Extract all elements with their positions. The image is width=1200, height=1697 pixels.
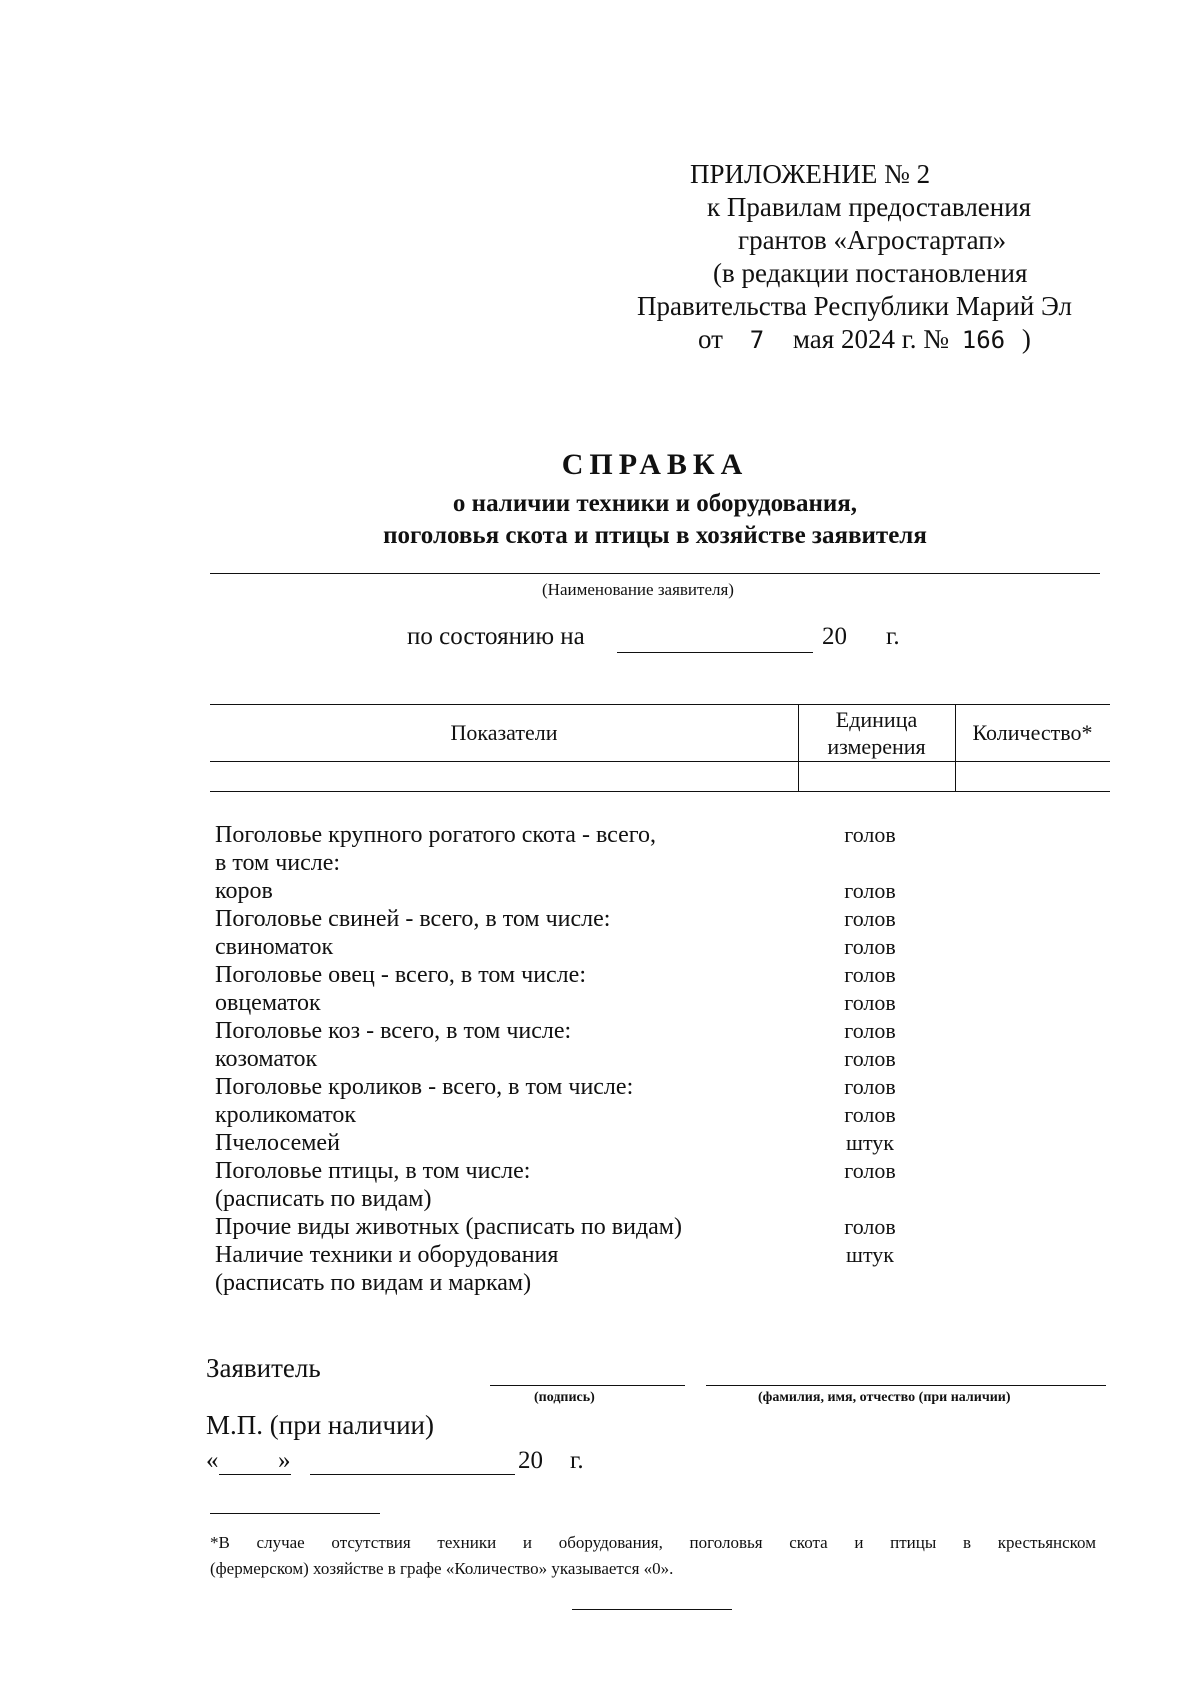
- footnote-separator: [210, 1513, 380, 1514]
- table-row-unit: голов: [844, 1074, 896, 1099]
- table-row-label: Поголовье овец - всего, в том числе:: [215, 962, 586, 988]
- table-row-label: Поголовье крупного рогатого скота - всего,: [215, 822, 656, 848]
- signature-caption: (подпись): [534, 1390, 595, 1405]
- state-year-suffix: г.: [886, 623, 900, 650]
- footnote-line2: (фермерском) хозяйстве в графе «Количество» указывается «0».: [210, 1559, 674, 1578]
- appendix-date-line: [698, 323, 1031, 357]
- date-prefix: от: [698, 324, 723, 354]
- date-close-quote: »: [278, 1447, 291, 1474]
- full-name-line[interactable]: [706, 1385, 1106, 1386]
- signature-line[interactable]: [490, 1385, 685, 1386]
- document-subtitle-line1: о наличии техники и оборудования,: [452, 490, 858, 517]
- header-unit-line1: Единица: [835, 707, 918, 732]
- table-row-label: Наличие техники и оборудования: [215, 1242, 559, 1268]
- header-indicators: Показатели: [450, 720, 558, 745]
- document-subtitle-line2: поголовья скота и птицы в хозяйстве заявителя: [383, 522, 927, 549]
- applicant-label: Заявитель: [206, 1353, 321, 1383]
- table-row-unit: голов: [844, 822, 896, 847]
- appendix-number: ПРИЛОЖЕНИЕ № 2: [690, 159, 931, 189]
- date-day: 7: [749, 326, 765, 354]
- sign-date-year-suffix: г.: [570, 1447, 584, 1474]
- table-row-unit: голов: [844, 878, 896, 903]
- table-row-label: (расписать по видам и маркам): [215, 1270, 532, 1296]
- table-row-label: козоматок: [215, 1046, 318, 1072]
- table-row-label: в том числе:: [215, 850, 341, 876]
- state-year: 20: [822, 623, 847, 650]
- table-row-label: Поголовье свиней - всего, в том числе:: [215, 906, 611, 932]
- table-row-unit: голов: [844, 962, 896, 987]
- header-quantity: Количество*: [972, 720, 1093, 745]
- table-row-unit: голов: [844, 906, 896, 931]
- table-row-label: Прочие виды животных (расписать по видам): [215, 1214, 682, 1240]
- footnote-text: [210, 1530, 1096, 1582]
- header-unit-line2: измерения: [827, 734, 926, 759]
- document-title: СПРАВКА: [561, 448, 749, 481]
- table-row-label: коров: [215, 878, 273, 904]
- table-row-label: овцематок: [215, 990, 321, 1016]
- appendix-grants-ref: грантов «Агростартап»: [738, 225, 1007, 255]
- table-row-unit: голов: [844, 934, 896, 959]
- applicant-caption: (Наименование заявителя): [542, 580, 734, 599]
- table-row-unit: штук: [846, 1130, 894, 1155]
- table-row-unit: штук: [846, 1242, 894, 1267]
- table-row-label: Поголовье коз - всего, в том числе:: [215, 1018, 572, 1044]
- date-number: 166: [961, 326, 1006, 354]
- table-header-bottom-border: [210, 761, 1110, 762]
- table-top-border: [210, 704, 1110, 705]
- date-open-quote: «: [206, 1447, 219, 1474]
- table-row-label: Поголовье птицы, в том числе:: [215, 1158, 531, 1184]
- sign-date-year: 20: [518, 1447, 543, 1474]
- applicant-name-line: [210, 573, 1100, 574]
- state-prefix: по состоянию на: [407, 623, 585, 650]
- date-middle: мая 2024 г. №: [792, 324, 949, 354]
- table-empty-row-bottom-border: [210, 791, 1110, 792]
- table-row-unit: голов: [844, 1046, 896, 1071]
- appendix-government-ref: Правительства Республики Марий Эл: [637, 291, 1072, 321]
- table-row-label: Пчелосемей: [215, 1130, 340, 1156]
- table-row-label: (расписать по видам): [215, 1186, 432, 1212]
- sign-date-month-blank[interactable]: [310, 1474, 515, 1475]
- table-row-unit: голов: [844, 1102, 896, 1127]
- appendix-rules-ref: к Правилам предоставления: [707, 192, 1032, 222]
- table-row-label: кроликоматок: [215, 1102, 357, 1128]
- stamp-label: М.П. (при наличии): [206, 1410, 434, 1440]
- footnote-line1: *В случае отсутствия техники и оборудования, поголовья скота и птицы в крестьянском: [210, 1533, 1096, 1552]
- date-suffix: ): [1021, 324, 1031, 354]
- table-row-unit: голов: [844, 1018, 896, 1043]
- appendix-edition-ref: (в редакции постановления: [713, 258, 1028, 288]
- full-name-caption: (фамилия, имя, отчество (при наличии): [758, 1390, 1011, 1405]
- table-row-unit: голов: [844, 1214, 896, 1239]
- table-row-unit: голов: [844, 1158, 896, 1183]
- state-date-blank[interactable]: [617, 652, 813, 653]
- table-row-label: свиноматок: [215, 934, 334, 960]
- table-row-unit: голов: [844, 990, 896, 1015]
- table-col-divider-2: [955, 704, 956, 791]
- table-row-label: Поголовье кроликов - всего, в том числе:: [215, 1074, 634, 1100]
- closing-separator: [572, 1609, 732, 1610]
